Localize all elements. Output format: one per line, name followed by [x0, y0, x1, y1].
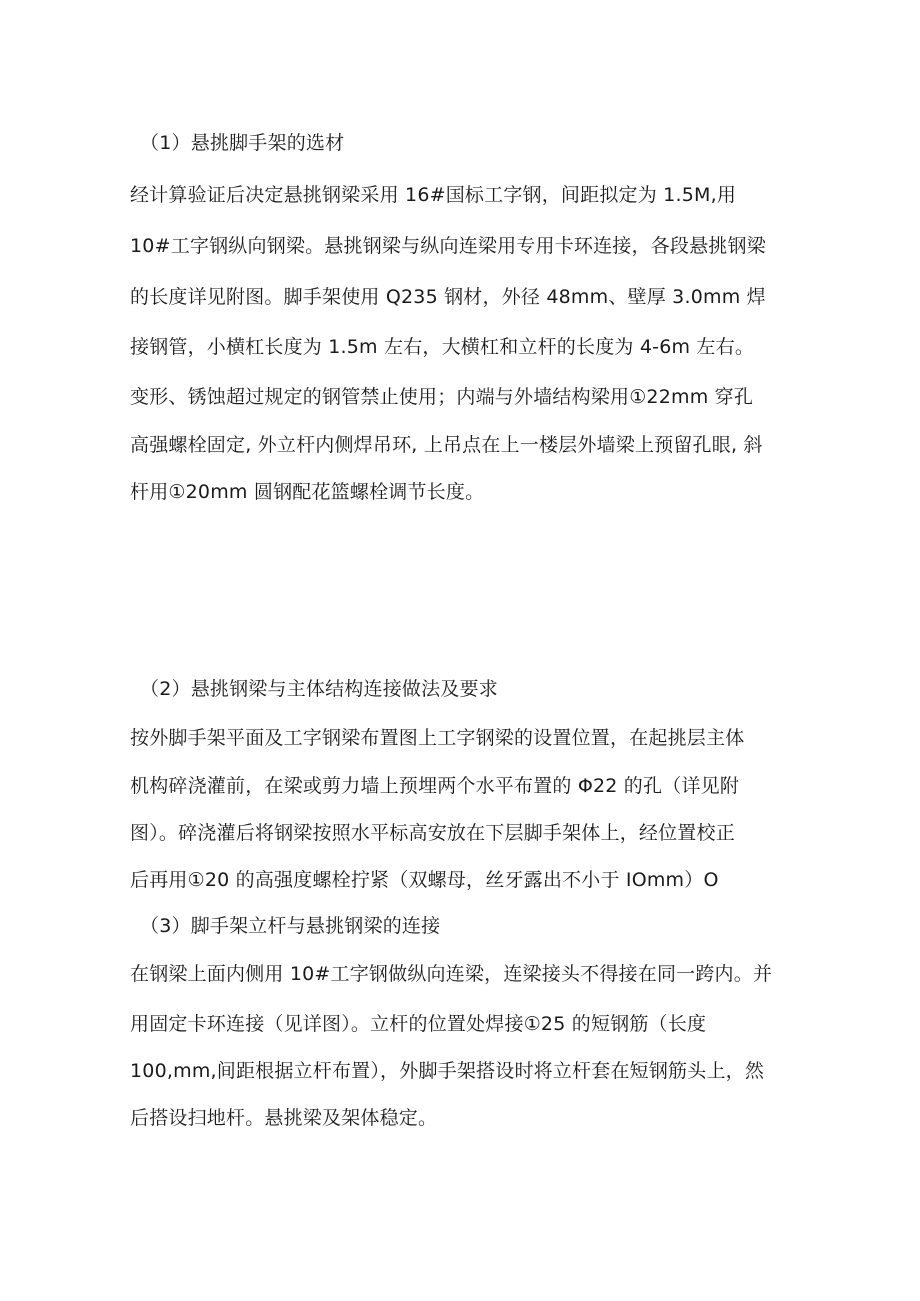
- paragraph-line: 变形、锈蚀超过规定的钢管禁止使用；内端与外墙结构梁用①22mm 穿孔: [130, 386, 754, 408]
- paragraph-line: 机构碎浇灌前，在梁或剪力墙上预埋两个水平布置的 Φ22 的孔（详见附: [130, 775, 740, 797]
- paragraph-line: 10#工字钢纵向钢梁。悬挑钢梁与纵向连梁用专用卡环连接，各段悬挑钢梁: [130, 235, 766, 257]
- paragraph-line: 在钢梁上面内侧用 10#工字钢做纵向连梁，连梁接头不得接在同一跨内。并: [130, 963, 773, 985]
- paragraph-line: 100,mm,间距根据立杆布置），外脚手架搭设时将立杆套在短钢筋头上，然: [130, 1060, 765, 1082]
- paragraph-line: 的长度详见附图。脚手架使用 Q235 钢材，外径 48mm、壁厚 3.0mm 焊: [130, 286, 766, 308]
- paragraph-line: 接钢管，小横杠长度为 1.5m 左右，大横杠和立杆的长度为 4-6m 左右。: [130, 336, 755, 358]
- paragraph-line: 经计算验证后决定悬挑钢梁采用 16#国标工字钢，间距拟定为 1.5M,用: [130, 184, 737, 206]
- paragraph-line: 高强螺栓固定, 外立杆内侧焊吊环, 上吊点在上一楼层外墙梁上预留孔眼, 斜: [130, 434, 763, 456]
- paragraph-line: 图）。碎浇灌后将钢梁按照水平标高安放在下层脚手架体上，经位置校正: [130, 822, 735, 844]
- paragraph-line: 按外脚手架平面及工字钢梁布置图上工字钢梁的设置位置，在起挑层主体: [130, 727, 745, 749]
- paragraph-line: 后搭设扫地杆。悬挑梁及架体稳定。: [130, 1107, 438, 1129]
- paragraph-line: 后再用①20 的高强度螺栓拧紧（双螺母，丝牙露出不小于 IOmm）O: [130, 869, 719, 891]
- paragraph-line: 杆用①20mm 圆钢配花篮螺栓调节长度。: [130, 481, 485, 503]
- paragraph-line: 用固定卡环连接（见详图）。立杆的位置处焊接①25 的短钢筋（长度: [130, 1013, 707, 1035]
- section-3-heading: （3）脚手架立杆与悬挑钢梁的连接: [140, 915, 441, 937]
- section-1-heading: （1）悬挑脚手架的选材: [140, 132, 345, 154]
- section-2-heading: （2）悬挑钢梁与主体结构连接做法及要求: [140, 678, 498, 700]
